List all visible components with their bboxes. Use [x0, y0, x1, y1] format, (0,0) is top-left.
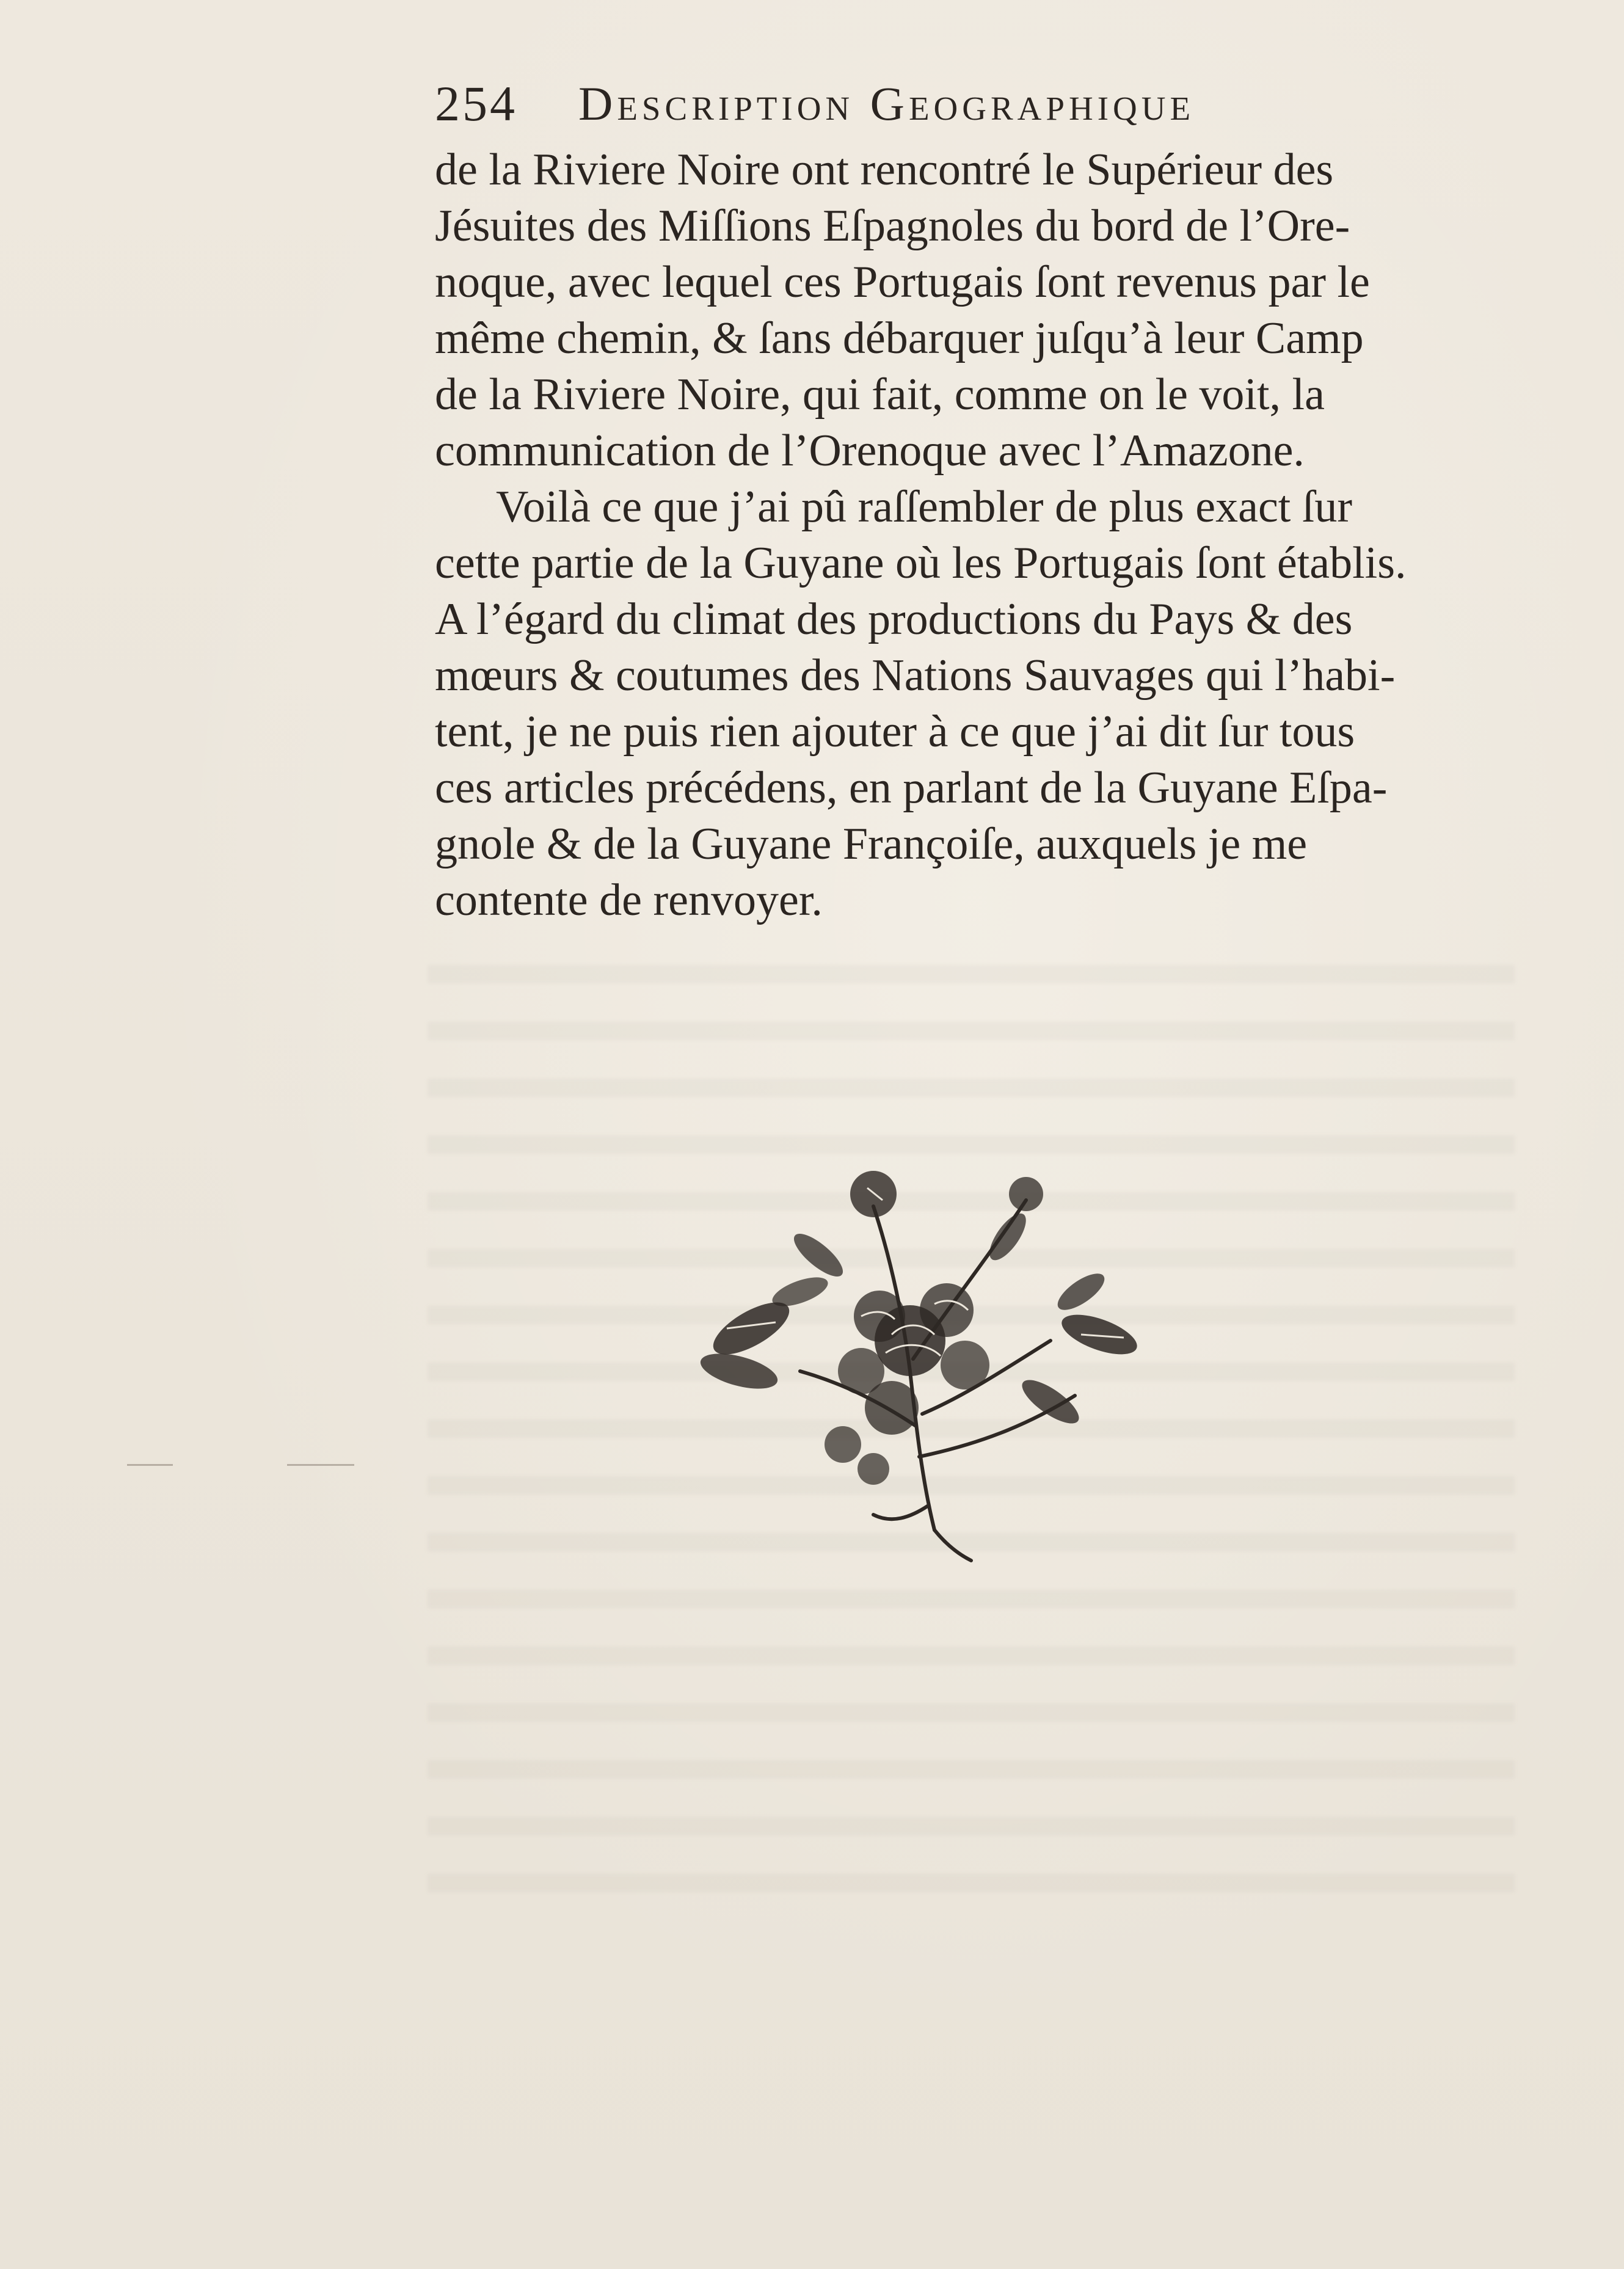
paragraph-start-line: Voilà ce que j’ai pû raſſembler de plus exact ſur	[496, 482, 1353, 532]
margin-mark	[287, 1464, 354, 1466]
text-line: tent, je ne puis rien ajouter à ce que j’ai dit ſur tous	[435, 707, 1355, 757]
text-line: ces articles précédens, en parlant de la Guyane Eſpa-	[435, 763, 1388, 813]
text-line: cette partie de la Guyane où les Portugais ſont établis.	[435, 538, 1407, 588]
text-line: noque, avec lequel ces Portugais ſont revenus par le	[435, 257, 1370, 307]
text-line: de la Riviere Noire ont rencontré le Supérieur des	[435, 145, 1334, 195]
margin-mark	[127, 1464, 173, 1466]
text-line: Jésuites des Miſſions Eſpagnoles du bord de l’Ore-	[435, 201, 1350, 251]
page-title: Description Geographique	[578, 77, 1195, 130]
text-line: A l’égard du climat des productions du Pays & des	[435, 594, 1353, 644]
text-line: contente de renvoyer.	[435, 875, 823, 925]
body-text	[435, 142, 1504, 928]
running-head	[435, 70, 1388, 137]
text-line: même chemin, & ſans débarquer juſqu’à leur Camp	[435, 313, 1364, 363]
floral-ornament-icon	[660, 1139, 1160, 1567]
text-line: de la Riviere Noire, qui fait, comme on le voit, la	[435, 370, 1325, 420]
page-number: 254	[435, 76, 517, 131]
text-line: gnole & de la Guyane Françoiſe, auxquels je me	[435, 819, 1308, 869]
text-line: communication de l’Orenoque avec l’Amazone.	[435, 426, 1305, 476]
text-line: mœurs & coutumes des Nations Sauvages qui l’habi-	[435, 650, 1396, 701]
